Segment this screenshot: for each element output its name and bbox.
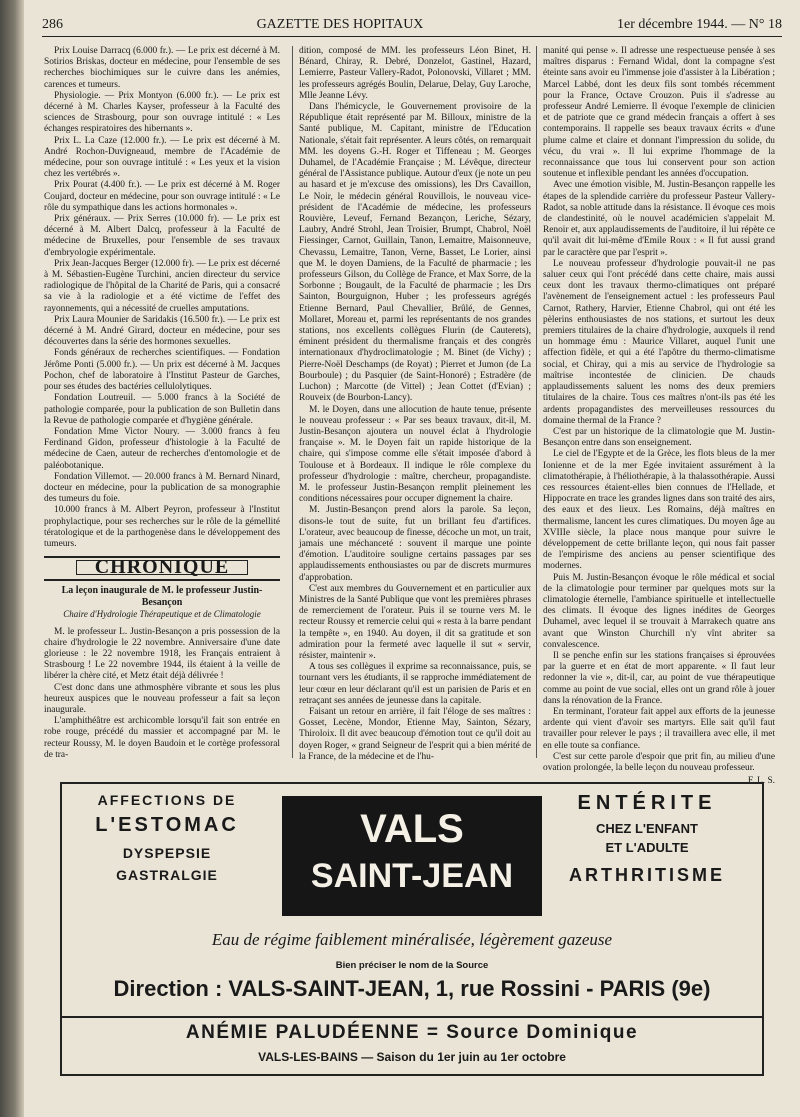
brand-line1: VALS bbox=[360, 807, 464, 851]
advertisement bbox=[60, 782, 764, 1076]
paragraph: Fonds généraux de recherches scientifiques. — Fondation Jérôme Ponti (5.000 fr.). — Un prix est décerné à M. Jacques Pochon, chef de laboratoire à l'Institut Pasteur de Garches, pour ses études des bactéries cellulolytiques. bbox=[44, 348, 280, 393]
column-1 bbox=[44, 46, 280, 758]
ad-right-block bbox=[542, 792, 752, 886]
ad-right-line3: ET L'ADULTE bbox=[605, 840, 689, 855]
paragraph: En terminant, l'orateur fait appel aux efforts de la jeunesse ardente qui vient d'avoir ses martyrs. Elle sait qu'il faut travailler pour relever le pays ; il travaillera avec elle, il met en elle toute sa confiance. bbox=[543, 706, 775, 751]
article-subtitle: Chaire d'Hydrologie Thérapeutique et de Climatologie bbox=[63, 609, 261, 620]
paragraph: Prix Louise Darracq (6.000 fr.). — Le prix est décerné à M. Sotirios Briskas, docteur en médecine, pour l'ensemble de ses recherches biochimiques sur le cuivre dans les anémies, carences et tumeurs. bbox=[44, 46, 280, 90]
ad-left-line4: GASTRALGIE bbox=[116, 867, 218, 883]
paragraph: L'amphithéâtre est archicomble lorsqu'il fait son entrée en robe rouge, précédé du massier et accompagné par M. le recteur Roussy, M. le doyen Baudoin et le cortège professoral de tra- bbox=[44, 716, 280, 760]
ad-anemie-line: ANÉMIE PALUDÉENNE = Source Dominique bbox=[185, 1022, 639, 1043]
paragraph: Fondation Loutreuil. — 5.000 francs à la Société de pathologie comparée, pour la publication de son Bulletin dans la Revue de pathologie comparée et d'hygiène générale. bbox=[44, 393, 280, 426]
ad-left-line1: AFFECTIONS DE bbox=[97, 792, 237, 808]
ad-notice: Bien préciser le nom de la Source bbox=[335, 960, 489, 971]
brand-logo bbox=[282, 796, 542, 916]
paragraph: Fondation Mme Victor Noury. — 3.000 francs à feu Ferdinand Gidon, professeur d'histologie à la Faculté de médecine de Caen, auteur de recherches d'entomologie et de paléobotanique. bbox=[44, 426, 280, 471]
paragraph: Le nouveau professeur d'hydrologie pouvait-il ne pas saluer ceux qui l'ont précédé dans cette chaire, mais aussi ceux dont les travaux thermo-climatiques ont préparé l'avènement de l'enseignement actuel : les professeurs Paul Carnot, Rathery, Harvier, Etienne Chabrol, qui ont été les pèlerins enthousiastes de nos stations, et surtout les deux premiers titulaires de la chaire d'hydrologie, auxquels il rend un hommage ému : Maurice Villaret, auquel l'unit une affection fidèle, et qui a été l'apôtre du thermo-climatisme social, et Chiray, qui a mis au service de l'hydrologie sa maîtrise incontestée de clinicien. De chauds applaudissements saluent les noms des deux premiers titulaires de la chaire. Tous ces maîtres n'ont-ils pas été les ardents propagandistes des merveilleuses ressources du domaine thermal de la France ? bbox=[543, 258, 775, 426]
paragraph: A tous ses collègues il exprime sa reconnaissance, puis, se tournant vers les étudiants, il se rapproche immédiatement de leur cœur en leur déclarant qu'il est un parisien de Paris et en retraçant ses années de jeunesse dans la capitale. bbox=[299, 662, 531, 706]
paragraph: manité qui pense ». Il adresse une respectueuse pensée à ses maîtres disparus : Fernand Widal, dont la compagne s'est éteinte sans avoir eu l'immense joie d'assister à la Libération ; Marcel Labbé, dont les deux fils sont tombés récemment pour la France, Octave Crouzon. Puis il s'adresse au professeur André Lemierre. Il évoque l'exemple de clinicien et de patriote que ce grand médecin français a offert à ses contemporains. Il rappelle ses beaux travaux écrits « d'une plume calme et claire et donnant l'impression du solide, du vécu, du vrai ». Il lui exprime l'hommage de la reconnaissance que tous lui conservent pour son action soutenue et inflexible pendant les années d'occupation. bbox=[543, 46, 775, 180]
ad-left-block bbox=[72, 792, 262, 883]
ad-right-line1: ENTÉRITE bbox=[577, 792, 717, 814]
paragraph: C'est sur cette parole d'espoir que prit fin, au milieu d'une ovation prolongée, la belle leçon du nouveau professeur. bbox=[543, 751, 775, 773]
ad-left-line2: L'ESTOMAC bbox=[95, 814, 239, 836]
ad-left-line3: DYSPEPSIE bbox=[122, 845, 212, 861]
paragraph: C'est par un historique de la climatologie que M. Justin-Besançon entre dans son enseignement. bbox=[543, 426, 775, 449]
paragraph: M. Justin-Besançon prend alors la parole. Sa leçon, disons-le tout de suite, fut un brillant feu d'artifices. L'orateur, avec beaucoup de finesse, décoche un mot, un trait, jamais une méchanceté : souvent il marque une pointe d'émotion. L'auditoire souligne certains passages par ses applaudissements enthousiastes ou par de discrets murmures d'approbation. bbox=[299, 505, 531, 583]
column-2 bbox=[292, 46, 531, 762]
ad-season-line: VALS-LES-BAINS — Saison du 1er juin au 1er octobre bbox=[258, 1050, 566, 1064]
paragraph: 10.000 francs à M. Albert Peyron, professeur à l'Institut prophylactique, pour ses recherches sur le rôle de la gémellité tératologique et de la parthogenèse dans le développement des tumeurs. bbox=[44, 505, 280, 549]
paragraph: Physiologie. — Prix Montyon (6.000 fr.). — Le prix est décerné à M. Charles Kayser, professeur à la Faculté des sciences de Strasbourg, pour son ouvrage intitulé : « Les échanges respiratoires des hibernants ». bbox=[44, 90, 280, 135]
paragraph: Prix généraux. — Prix Serres (10.000 fr). — Le prix est décerné à M. Albert Dalcq, professeur à la Faculté de médecine de Bruxelles, pour l'ensemble de ses travaux d'embryologie expérimentale. bbox=[44, 214, 280, 258]
journal-title: GAZETTE DES HOPITAUX bbox=[256, 17, 424, 32]
paragraph: dition, composé de MM. les professeurs Léon Binet, H. Bénard, Chiray, R. Debré, Donzelot, Gastinel, Hazard, Lemierre, Pasteur Vallery-Radot, Polonovski, Villaret ; MM. les professeurs agrégés Boulin, Delarue, Delay, Guy Laroche, Mlle Jeanne Lévy. bbox=[299, 46, 531, 101]
paragraph: Prix L. La Caze (12.000 fr.). — Le prix est décerné à M. André Rochon-Duvigneaud, membre de l'Académie de médecine, pour son ouvrage intitulé : « Les yeux et la vision chez les vertébrés ». bbox=[44, 135, 280, 180]
ad-address: Direction : VALS-SAINT-JEAN, 1, rue Rossini - PARIS (9e) bbox=[113, 976, 711, 1001]
page-number: 286 bbox=[42, 17, 63, 32]
ad-tagline: Eau de régime faiblement minéralisée, légèrement gazeuse bbox=[211, 930, 613, 949]
paragraph: Il se penche enfin sur les stations françaises si éprouvées par la guerre et en état de mort apparente. « Il faut leur redonner la vie », dit-il, car, au point de vue thérapeutique comme au point de vue social, elles ont un grand rôle à jouer dans la rénovation de la France. bbox=[543, 650, 775, 706]
paragraph: Prix Pourat (4.400 fr.). — Le prix est décerné à M. Roger Coujard, docteur en médecine, pour son ouvrage intitulé : « Le rôle du sympathique dans les actions hormonales ». bbox=[44, 180, 280, 213]
ad-right-line4: ARTHRITISME bbox=[569, 865, 725, 885]
paragraph: C'est donc dans une athmosphère vibrante et sous les plus heureux auspices que le nouveau professeur a fait sa leçon inaugurale. bbox=[44, 682, 280, 715]
section-banner bbox=[44, 556, 280, 581]
ad-divider bbox=[62, 1016, 762, 1018]
paragraph: Puis M. Justin-Besançon évoque le rôle médical et social de la climatologie pour terminer par quelques mots sur la climatologie éternelle, l'ambiance spirituelle et intellectuelle des climats. Il évoque des lignes inédites de Georges Duhamel, avec lequel il se trouvait à Marrakech quatre ans avant que Winston Churchill n'y vînt abriter sa convalescence. bbox=[543, 572, 775, 650]
issue-date: 1er décembre 1944. — N° 18 bbox=[616, 17, 782, 32]
article-title: La leçon inaugurale de M. le professeur Justin-Besançon bbox=[61, 585, 263, 609]
paragraph: Fondation Villemot. — 20.000 francs à M. Bernard Ninard, docteur en médecine, pour la publication de sa monographie des tumeurs du foie. bbox=[44, 471, 280, 505]
paragraph: M. le professeur L. Justin-Besançon a pris possession de la chaire d'hydrologie le 22 novembre. Anniversaire d'une date glorieuse : le 22 novembre 1918, les Français entraient à Strasbourg ! Le 22 novembre 1944, ils étaient à la veille de libérer la chère cité, et Metz était déjà délivrée ! bbox=[44, 626, 280, 682]
paragraph: M. le Doyen, dans une allocution de haute tenue, présente le nouveau professeur : « Par ses beaux travaux, dit-il, M. Justin-Besançon ajoutera un nouvel éclat à l'hydrologie française ». M. le Doyen fait un rapide historique de la chaire, qui s'impose comme elle s'était imposée d'abord à Toulouse et à Bordeaux. Il indique le rôle complexe du professeur d'hydrologie : maître, chercheur, propagandiste. M. le professeur Justin-Besançon remplit pleinement les conditions nécessaires pour occuper dignement la chaire. bbox=[299, 404, 531, 505]
paragraph: Avec une émotion visible, M. Justin-Besançon rappelle les étapes de la splendide carrière du professeur Pasteur Vallery-Radot, sa noble attitude dans la résistance. Il évoque ces mois de clandestinité, où le nouvel académicien s'appelait M. Renoir et, aux applaudissements de l'auditoire, il lui répète ce qu'il avait dit lui-même d'Emile Roux : « Il fut aussi grand par le caractère que par l'esprit ». bbox=[543, 180, 775, 258]
paragraph: Prix Laura Mounier de Saridakis (16.500 fr.). — Le prix est décerné à M. André Girard, docteur en médecine, pour ses découvertes dans la série des hormones sexuelles. bbox=[44, 314, 280, 348]
paragraph: Le ciel de l'Egypte et de la Grèce, les flots bleus de la mer Ionienne et de la mer Egée invitaient assurément à la climatothérapie, à l'héliothérapie, à la thalassothérapie. Aussi ces ressources étaient-elles bien connues de l'Hellade, et Hippocrate en trace les grandes lignes dans son traité des airs, des eaux et des lieux. Les Romains, déjà maîtres en thermalisme, lancent les cures climatiques. Du moyen âge au XVIIIe siècle, la place nous manque pour suivre le développement de cette brillante leçon, qui nous fait passer de l'empirisme des anciens au penser scientifique des modernes. bbox=[543, 449, 775, 572]
brand-line2: SAINT-JEAN bbox=[310, 857, 514, 895]
paragraph: Dans l'hémicycle, le Gouvernement provisoire de la République était représenté par M. Billoux, ministre de la Santé publique, M. Capitant, ministre de l'Education Nationale, s'était fait représenter. A leurs côtés, on remarquait MM. les doyens G.-H. Roger et Tiffeneau ; M. Georges Duhamel, de l'Académie Française ; M. Lévêque, directeur général de l'Assistance publique. Autour d'eux (je note un peu au hasard et je m'excuse des omissions), les Drs Cavaillon, Le Noir, le médecin général Rouvillois, le nouveau vice-président de l'Académie de médecine, les professeurs Rouvière, Leveuf, Fernand Bezançon, Leriche, Sézary, Laubry, André Strohl, Jean Troisier, Brumpt, Chabrol, Noël Fiessinger, Carnot, Guillain, Tanon, Lemaitre, Maisonneuve, Chevassu, Lemaitre, Tanon, Verne, Basset, Le Lorier, ainsi que M. le doyen Damiens, de la Faculté de pharmacie ; les professeurs Gilson, du Collège de France, et Max Sorre, de la Sorbonne ; Bougault, de la Faculté de pharmacie ; les Drs Sainton, Bourguignon, Huber ; les professeurs agrégés Etienne Bernard, Paul Chevallier, Brûlé, de Gennes, Mollaret, Moreau et, parmi les représentants de nos grandes stations, nos excellents collègues Flurin (de Cauterets), éminent président du thermalisme français et des congrès internationaux d'hydroclimatologie ; M. Binet (de Vichy) ; Pierre-Noël Deschamps (de Royat) ; Pierret et Jumon (de La Bourboule) ; du Pasquier (de Saint-Honoré) ; Estradère (de Luchon) ; Marcotte (de Vittel) ; Jean Cottet (d'Evian) ; Rouveix (de Bourbon-Lancy). bbox=[299, 102, 531, 404]
paragraph: C'est aux membres du Gouvernement et en particulier aux Ministres de la Santé Publique que vont les premières phrases de remerciement de l'orateur. Puis il se tourne vers M. le recteur Roussy et remercie celui qui « resta à la barre pendant la tempête », en 1940. Au doyen, il dit sa gratitude et son admiration pour la fermeté avec laquelle il sut « servir, résister, maintenir ». bbox=[299, 583, 531, 661]
signature: F. L. S. bbox=[747, 776, 775, 787]
paragraph: Faisant un retour en arrière, il fait l'éloge de ses maîtres : Gosset, Lecène, Mondor, Etienne May, Sainton, Sézary, Thiroloix. Il dit avec beaucoup d'émotion tout ce qu'il doit au doyen Roger, « grand Seigneur de l'esprit qui a bien mérité de la France, de la médecine et de l'hu- bbox=[299, 706, 531, 762]
ad-right-line2: CHEZ L'ENFANT bbox=[595, 821, 699, 836]
chronique-heading: CHRONIQUE bbox=[76, 560, 249, 575]
column-3 bbox=[536, 46, 775, 787]
page-header bbox=[42, 14, 782, 37]
paragraph: Prix Jean-Jacques Berger (12.000 fr). — Le prix est décerné à M. Sébastien-Eugène Turchini, ancien directeur du service radiologique de l'hôpital de la Charité de Paris, qui a consacré sa vie à la radiologie et a été victime de l'effet des rayonnements, qui a nécessité de cruelles amputations. bbox=[44, 258, 280, 314]
binding-gutter bbox=[0, 0, 24, 1117]
